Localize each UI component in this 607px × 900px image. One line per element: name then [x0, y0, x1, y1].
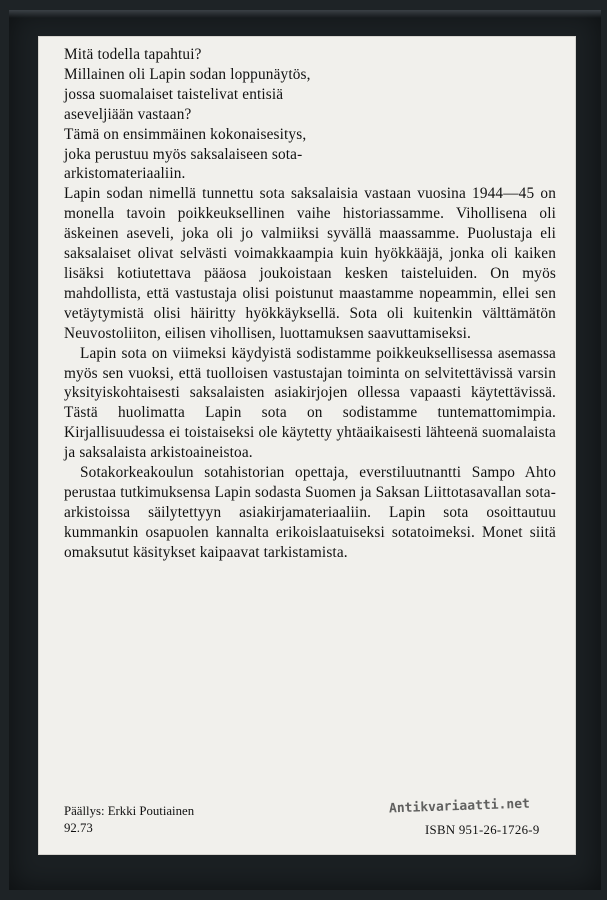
watermark: Antikvariaatti.net — [388, 796, 531, 817]
classification-code: 92.73 — [64, 821, 93, 835]
intro-line: joka perustuu myös saksalaiseen sota- — [64, 145, 303, 163]
isbn: ISBN 951-26-1726-9 — [425, 823, 540, 837]
intro-line: jossa suomalaiset taistelivat entisiä — [64, 85, 284, 103]
intro-line: aseveljiään vastaan? — [64, 105, 192, 123]
paragraph-3: Sotakorkeakoulun sotahistorian opettaja, everstiluutnantti Sampo Ahto perustaa tutkimuksensa Lapin sodasta Suomen ja Saksan Liittotasavallan sota-arkistoissa säilytettyyn asiakirjamateriaaliin. Lapin sota osoittautuu kummankin osapuolen kannalta erikoislaatuiseksi sotatoimeksi. Monet siitä omaksutut käsitykset kaipaavat tarkistamista. — [64, 464, 556, 561]
cover-artist-credit: Päällys: Erkki Poutiainen — [64, 804, 195, 818]
paragraph-2: Lapin sota on viimeksi käydyistä sodistamme poikkeuksellisessa asemassa myös sen vuoksi, että tuolloisen vastustajan toiminta on selvitettävissä varsin yksityiskohtaisesti saksalaisten asiakirjojen ollessa vapaasti käytettävissä. Tästä huolimatta Lapin sota on sodistamme tuntemattomimpia. Kirjallisuudessa ei toistaiseksi ole käytetty yhtäaikaisesti lähteenä suomalaista ja saksalaista arkistoaineistoa. — [64, 344, 556, 462]
credits — [64, 803, 194, 837]
intro-line: Tämä on ensimmäinen kokonaisesitys, — [64, 125, 307, 143]
intro-line: arkistomateriaaliin. — [64, 165, 186, 183]
intro-line: Millainen oli Lapin sodan loppunäytös, — [64, 65, 311, 83]
cover-edge-wear — [9, 10, 601, 18]
intro-questions — [64, 45, 556, 184]
text-panel — [38, 36, 576, 855]
intro-line: Mitä todella tapahtui? — [64, 46, 202, 63]
paragraph-1: Lapin sodan nimellä tunnettu sota saksalaisia vastaan vuosina 1944—45 on monella tavoin poikkeuksellinen vaihe historiassamme. Vihollisena oli äskeinen aseveli, joka oli jo valmiiksi syvällä maassamme. Puolustaja eli saksalaiset olivat selvästi voimakkaampia kuin hyökkääjä, jonka oli kaiken lisäksi kotiutettava pääosa joukoistaan kesken taisteluiden. On myös mahdollista, että vastustaja olisi poistunut maastamme nopeammin, ellei sen vetäytymistä olisi häiritty hyökkäyksellä. Sota oli kuitenkin välttämätön Neuvostoliiton, eilisen vihollisen, luottamuksen saavuttamiseksi. — [64, 185, 556, 342]
blurb-text — [64, 45, 556, 563]
